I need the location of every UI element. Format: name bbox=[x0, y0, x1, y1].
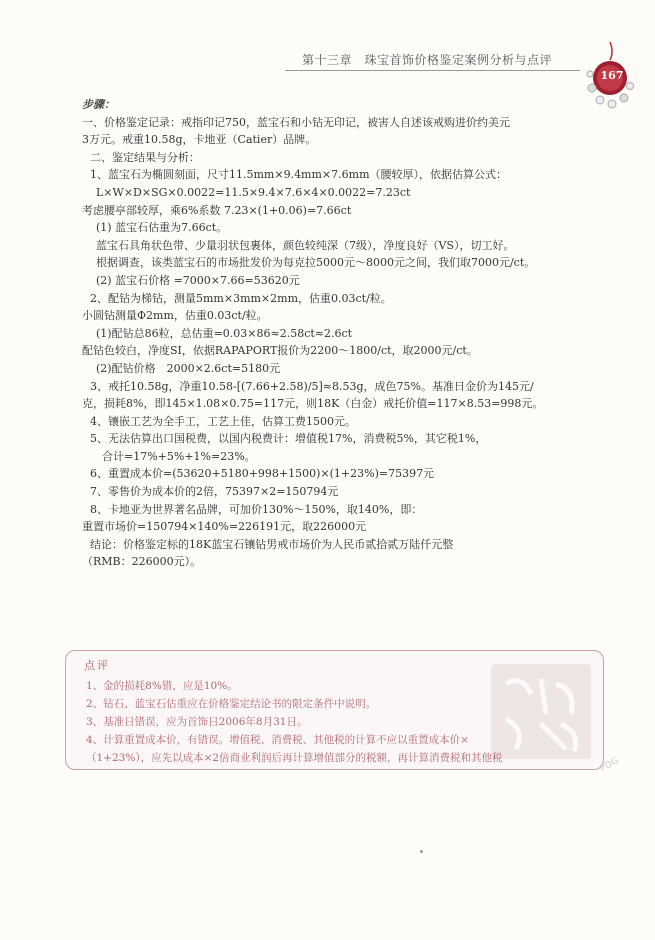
pdg-watermark: PDG bbox=[598, 755, 621, 775]
text-line: 6、重置成本价=(53620+5180+998+1500)×(1+23%)=75397元 bbox=[90, 467, 435, 481]
text-line: 1、蓝宝石为椭圆刻面，尺寸11.5mm×9.4mm×7.6mm（腰较厚），依据估算公式： bbox=[90, 168, 507, 182]
text-line: 3、戒托10.58g，净重10.58-[(7.66+2.58)/5]≈8.53g，成色75%。基准日金价为145元/ bbox=[90, 379, 534, 393]
text-line: （RMB：226000元）。 bbox=[82, 555, 202, 569]
text-line: 4、镶嵌工艺为全手工，工艺上佳，估算工费1500元。 bbox=[90, 414, 356, 428]
comment-line: 3、基准日错误，应为首饰日2006年8月31日。 bbox=[86, 716, 308, 728]
text-line: 5、无法估算出口国税费，以国内税费计：增值税17%，消费税5%，其它税1%， bbox=[90, 432, 487, 446]
header-divider bbox=[285, 70, 580, 71]
comment-box bbox=[65, 650, 604, 770]
text-line: 重置市场价=150794×140%=226191元，取226000元 bbox=[82, 520, 367, 534]
comment-line: 4、计算重置成本价，有错误。增值税、消费税、其他税的计算不应以重置成本价× bbox=[86, 734, 469, 746]
text-line: (1) 蓝宝石估重为7.66ct。 bbox=[96, 221, 228, 235]
text-line: 2、配钻为梯钻，测量5mm×3mm×2mm，估重0.03ct/粒。 bbox=[90, 291, 392, 305]
text-line: 克，损耗8%，即145×1.08×0.75=117元，则18K（白金）戒托价值=117×8.53=998元。 bbox=[82, 397, 544, 411]
text-line: 小圆钻测量Φ2mm，估重0.03ct/粒。 bbox=[82, 309, 268, 323]
text-line: 二、鉴定结果与分析： bbox=[90, 150, 200, 164]
page-dot bbox=[420, 850, 423, 853]
comment-line: （1+23%），应先以成本×2倍商业利润后再计算增值部分的税额，再计算消费税和其他税 bbox=[86, 752, 503, 764]
text-line: 7、零售价为成本价的2倍，75397×2=150794元 bbox=[90, 485, 339, 499]
text-line: L×W×D×SG×0.0022=11.5×9.4×7.6×4×0.0022=7.23ct bbox=[96, 185, 411, 199]
comment-line: 2、钻石、蓝宝石估重应在价格鉴定结论书的限定条件中说明。 bbox=[86, 698, 377, 710]
steps-heading: 步骤： bbox=[82, 98, 115, 111]
text-line: 蓝宝石具角状色带、少量羽状包裹体，颜色较纯深（7级），净度良好（VS），切工好。 bbox=[96, 238, 515, 252]
text-line: 一、价格鉴定记录：戒指印记750，蓝宝石和小钻无印记，被害人自述该戒购进价约美元 bbox=[82, 115, 510, 129]
text-line: 3万元。戒重10.58g，卡地亚（Catier）品牌。 bbox=[82, 133, 317, 147]
text-line: 根据调查，该类蓝宝石的市场批发价为每克拉5000元～8000元之间，我们取7000元/ct。 bbox=[96, 256, 536, 270]
text-line: 考虑腰亭部较厚，乘6%系数 7.23×(1+0.06)=7.66ct bbox=[82, 203, 352, 217]
page-number: 167 bbox=[600, 69, 624, 82]
text-line: 合计=17%+5%+1%=23%。 bbox=[102, 449, 256, 463]
text-line: 配钻色较白，净度SI，依据RAPAPORT报价为2200～1800/ct，取2000元/ct。 bbox=[82, 344, 478, 358]
text-line: 结论：价格鉴定标的18K蓝宝石镶钻男戒市场价为人民币贰拾贰万陆仟元整 bbox=[90, 537, 454, 551]
content-lines bbox=[82, 114, 602, 571]
comment-title: 点评 bbox=[84, 659, 110, 672]
chapter-title: 第十三章 珠宝首饰价格鉴定案例分析与点评 bbox=[302, 53, 553, 67]
text-line: (1)配钻总86粒，总估重=0.03×86≈2.58ct≈2.6ct bbox=[96, 326, 353, 340]
text-line: 8、卡地亚为世界著名品牌，可加价130%～150%，取140%，即： bbox=[90, 502, 423, 516]
main-text bbox=[82, 96, 602, 571]
text-line: (2) 蓝宝石价格 =7000×7.66=53620元 bbox=[96, 273, 300, 287]
comment-line: 1、金的损耗8%错，应是10%。 bbox=[86, 680, 238, 692]
text-line: (2)配钻价格 2000×2.6ct=5180元 bbox=[96, 361, 281, 375]
comment-lines bbox=[86, 677, 591, 767]
